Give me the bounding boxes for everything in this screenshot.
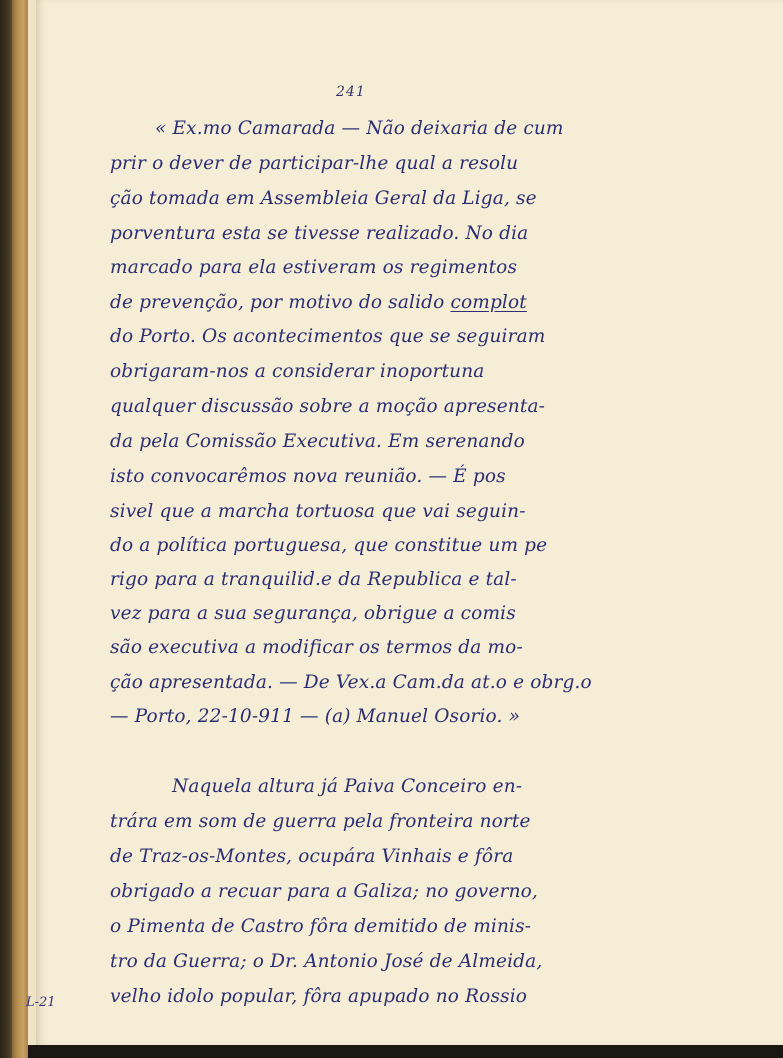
letter-line: são executiva a modificar os termos da mo-: [110, 637, 523, 658]
paragraph-line: de Traz-os-Montes, ocupára Vinhais e fôra: [110, 846, 514, 867]
paragraph-line: velho idolo popular, fôra apupado no Rossio: [110, 986, 528, 1007]
paragraph-line: Naquela altura já Paiva Conceiro en-: [172, 776, 523, 797]
page-bottom-edge: [28, 1045, 783, 1058]
letter-line: vez para a sua segurança, obrigue a comis: [110, 603, 516, 624]
paragraph-line: tro da Guerra; o Dr. Antonio José de Almeida,: [110, 951, 543, 972]
underlined-word: complot: [450, 292, 527, 313]
letter-line: prir o dever de participar-lhe qual a resolu: [110, 153, 519, 174]
letter-line: obrigaram-nos a considerar inoportuna: [110, 361, 485, 382]
letter-line: do Porto. Os acontecimentos que se seguiram: [110, 326, 546, 347]
letter-line: porventura esta se tivesse realizado. No dia: [110, 223, 529, 244]
page-number: 241: [336, 84, 366, 100]
paragraph-line: o Pimenta de Castro fôra demitido de minis-: [110, 916, 532, 937]
paragraph-line: trára em som de guerra pela fronteira norte: [110, 811, 531, 832]
letter-line: marcado para ela estiveram os regimentos: [110, 257, 518, 278]
letter-line: sivel que a marcha tortuosa que vai seguin-: [110, 501, 526, 522]
letter-line: ção apresentada. — De Vex.a Cam.da at.o e obrg.o: [110, 672, 592, 693]
book-binding: [0, 0, 12, 1058]
letter-line: do a política portuguesa, que constitue um pe: [110, 535, 548, 556]
book-spine: [12, 0, 28, 1058]
letter-line: — Porto, 22-10-911 — (a) Manuel Osorio. »: [110, 706, 521, 727]
letter-line: [110, 291, 720, 315]
letter-line: « Ex.mo Camarada — Não deixaria de cum: [155, 118, 564, 139]
letter-line: qualquer discussão sobre a moção apresenta-: [110, 396, 546, 417]
letter-line-text: de prevenção, por motivo do salido: [110, 292, 451, 313]
paragraph-line: obrigado a recuar para a Galiza; no governo,: [110, 881, 538, 902]
letter-line: rigo para a tranquilid.e da Republica e tal-: [110, 569, 517, 590]
archive-margin-note: L-21: [26, 995, 56, 1010]
letter-line: da pela Comissão Executiva. Em serenando: [110, 431, 525, 452]
letter-line: isto convocarêmos nova reunião. — É pos: [110, 466, 506, 487]
letter-line: ção tomada em Assembleia Geral da Liga, se: [110, 188, 537, 209]
